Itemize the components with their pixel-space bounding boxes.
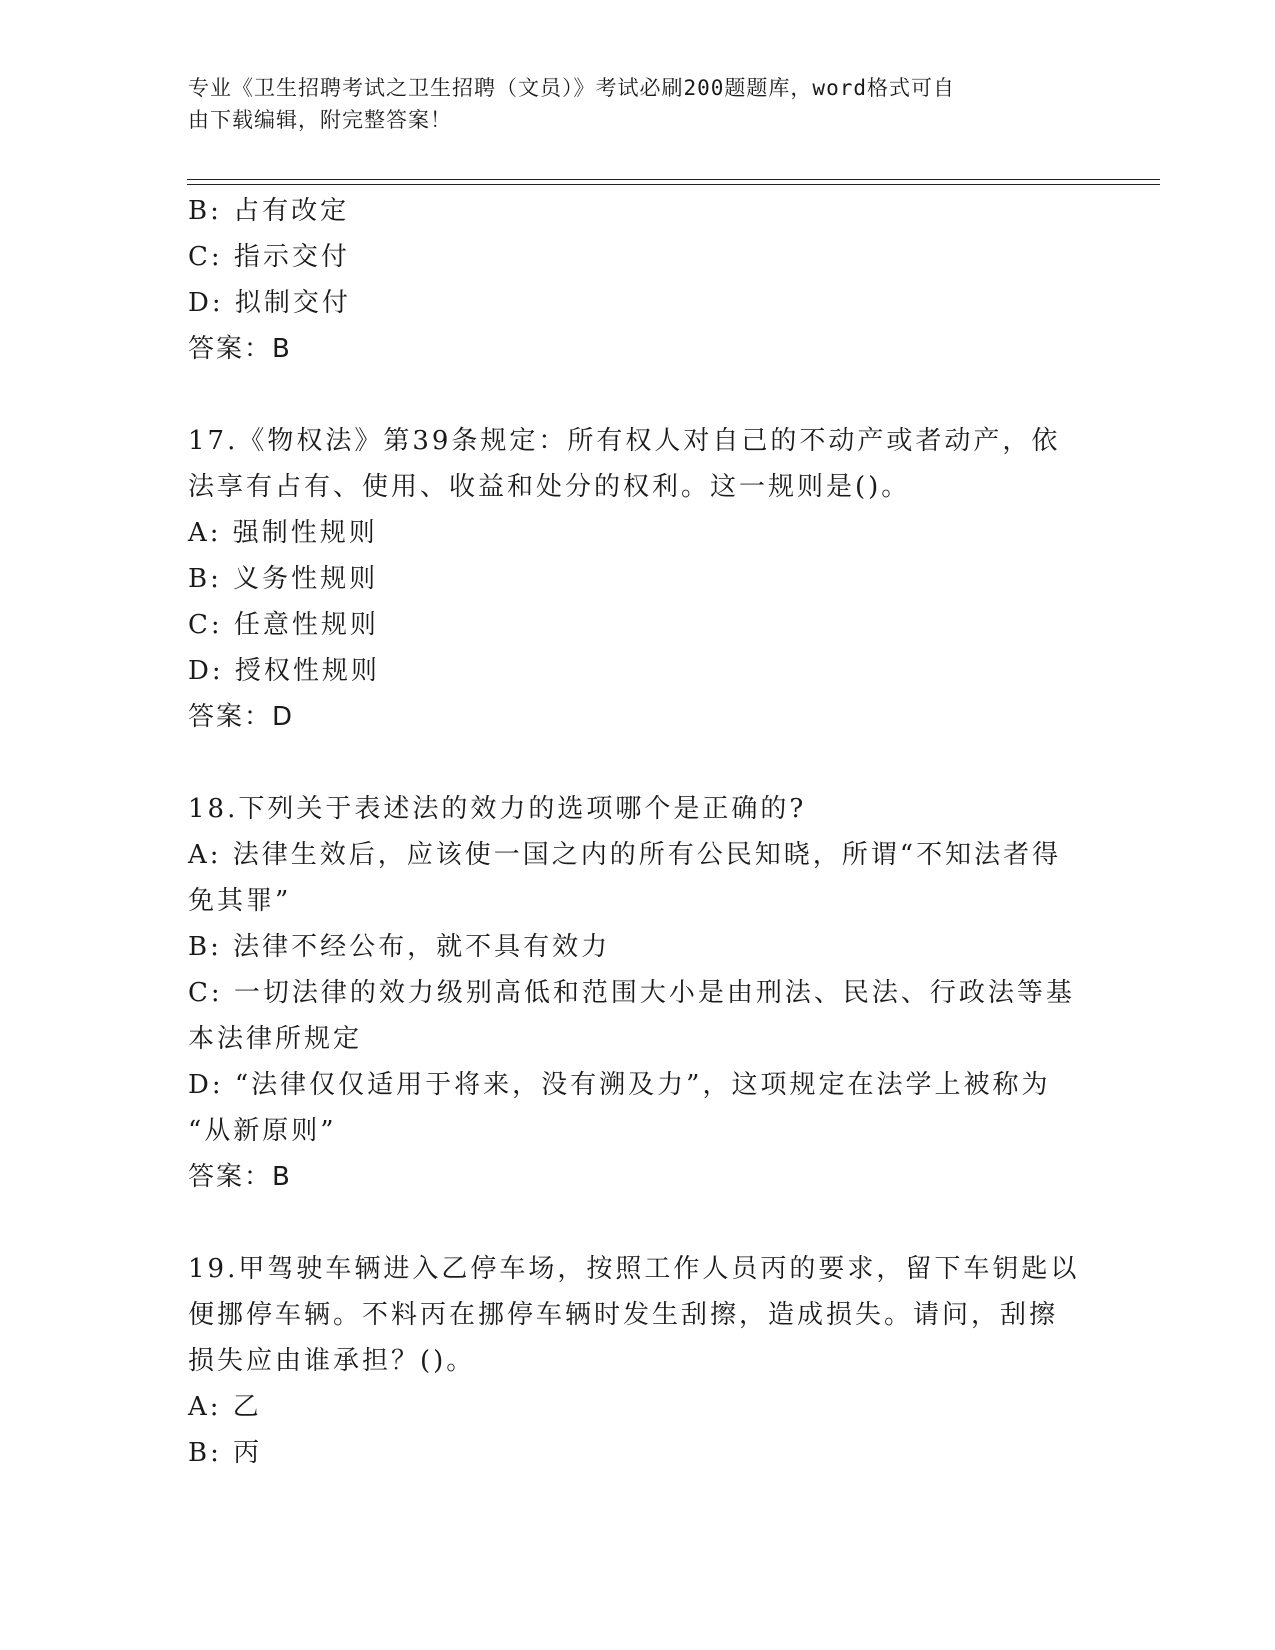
- question-19-block: [188, 1246, 1088, 1476]
- spacer: [188, 1200, 1088, 1246]
- header-divider-bottom: [187, 184, 1160, 185]
- q19-stem-line-1: 19.甲驾驶车辆进入乙停车场，按照工作人员丙的要求，留下车钥匙以: [188, 1254, 1080, 1284]
- header-line-2: 由下载编辑，附完整答案！: [188, 108, 452, 132]
- q17-option-b: B: 义务性规则: [188, 564, 379, 594]
- q17-option-c: C: 任意性规则: [188, 610, 379, 640]
- q19-option-b: B: 丙: [188, 1438, 263, 1468]
- spacer: [188, 372, 1088, 418]
- header-line-1: 专业《卫生招聘考试之卫生招聘（文员）》考试必刷200题题库，word格式可自: [188, 76, 955, 100]
- q18-option-a-line-1: A: 法律生效后，应该使一国之内的所有公民知晓，所谓“不知法者得: [188, 840, 1062, 870]
- q18-option-b: B: 法律不经公布，就不具有效力: [188, 932, 611, 962]
- q19-stem-line-3: 损失应由谁承担？()。: [188, 1346, 476, 1376]
- q16-option-b: B: 占有改定: [188, 196, 350, 226]
- q19-option-a: A: 乙: [188, 1392, 262, 1422]
- q16-option-c: C: 指示交付: [188, 242, 350, 272]
- q17-stem-line-2: 法享有占有、使用、收益和处分的权利。这一规则是()。: [188, 472, 911, 502]
- q19-stem-line-2: 便挪停车辆。不料丙在挪停车辆时发生刮擦，造成损失。请问，刮擦: [188, 1300, 1059, 1330]
- q18-option-d-line-1: D: “法律仅仅适用于将来，没有溯及力”，这项规定在法学上被称为: [188, 1070, 1051, 1100]
- header-divider-top: [187, 179, 1160, 180]
- q18-option-c-line-2: 本法律所规定: [188, 1024, 363, 1054]
- q17-stem-line-1: 17.《物权法》第39条规定：所有权人对自己的不动产或者动产，依: [188, 426, 1061, 456]
- question-16-block: [188, 188, 1088, 372]
- document-header: [188, 72, 1068, 136]
- q16-answer: 答案：B: [188, 334, 292, 364]
- q18-option-c-line-1: C: 一切法律的效力级别高低和范围大小是由刑法、民法、行政法等基: [188, 978, 1075, 1008]
- question-17-block: [188, 418, 1088, 740]
- question-content: [188, 188, 1088, 1476]
- q18-answer: 答案：B: [188, 1162, 292, 1192]
- q16-option-d: D: 拟制交付: [188, 288, 351, 318]
- q18-option-d-line-2: “从新原则”: [188, 1116, 337, 1146]
- q18-stem: 18.下列关于表述法的效力的选项哪个是正确的?: [188, 794, 807, 824]
- question-18-block: [188, 786, 1088, 1200]
- q17-answer: 答案：D: [188, 702, 295, 732]
- spacer: [188, 740, 1088, 786]
- q17-option-d: D: 授权性规则: [188, 656, 380, 686]
- q17-option-a: A: 强制性规则: [188, 518, 378, 548]
- q18-option-a-line-2: 免其罪”: [188, 886, 292, 916]
